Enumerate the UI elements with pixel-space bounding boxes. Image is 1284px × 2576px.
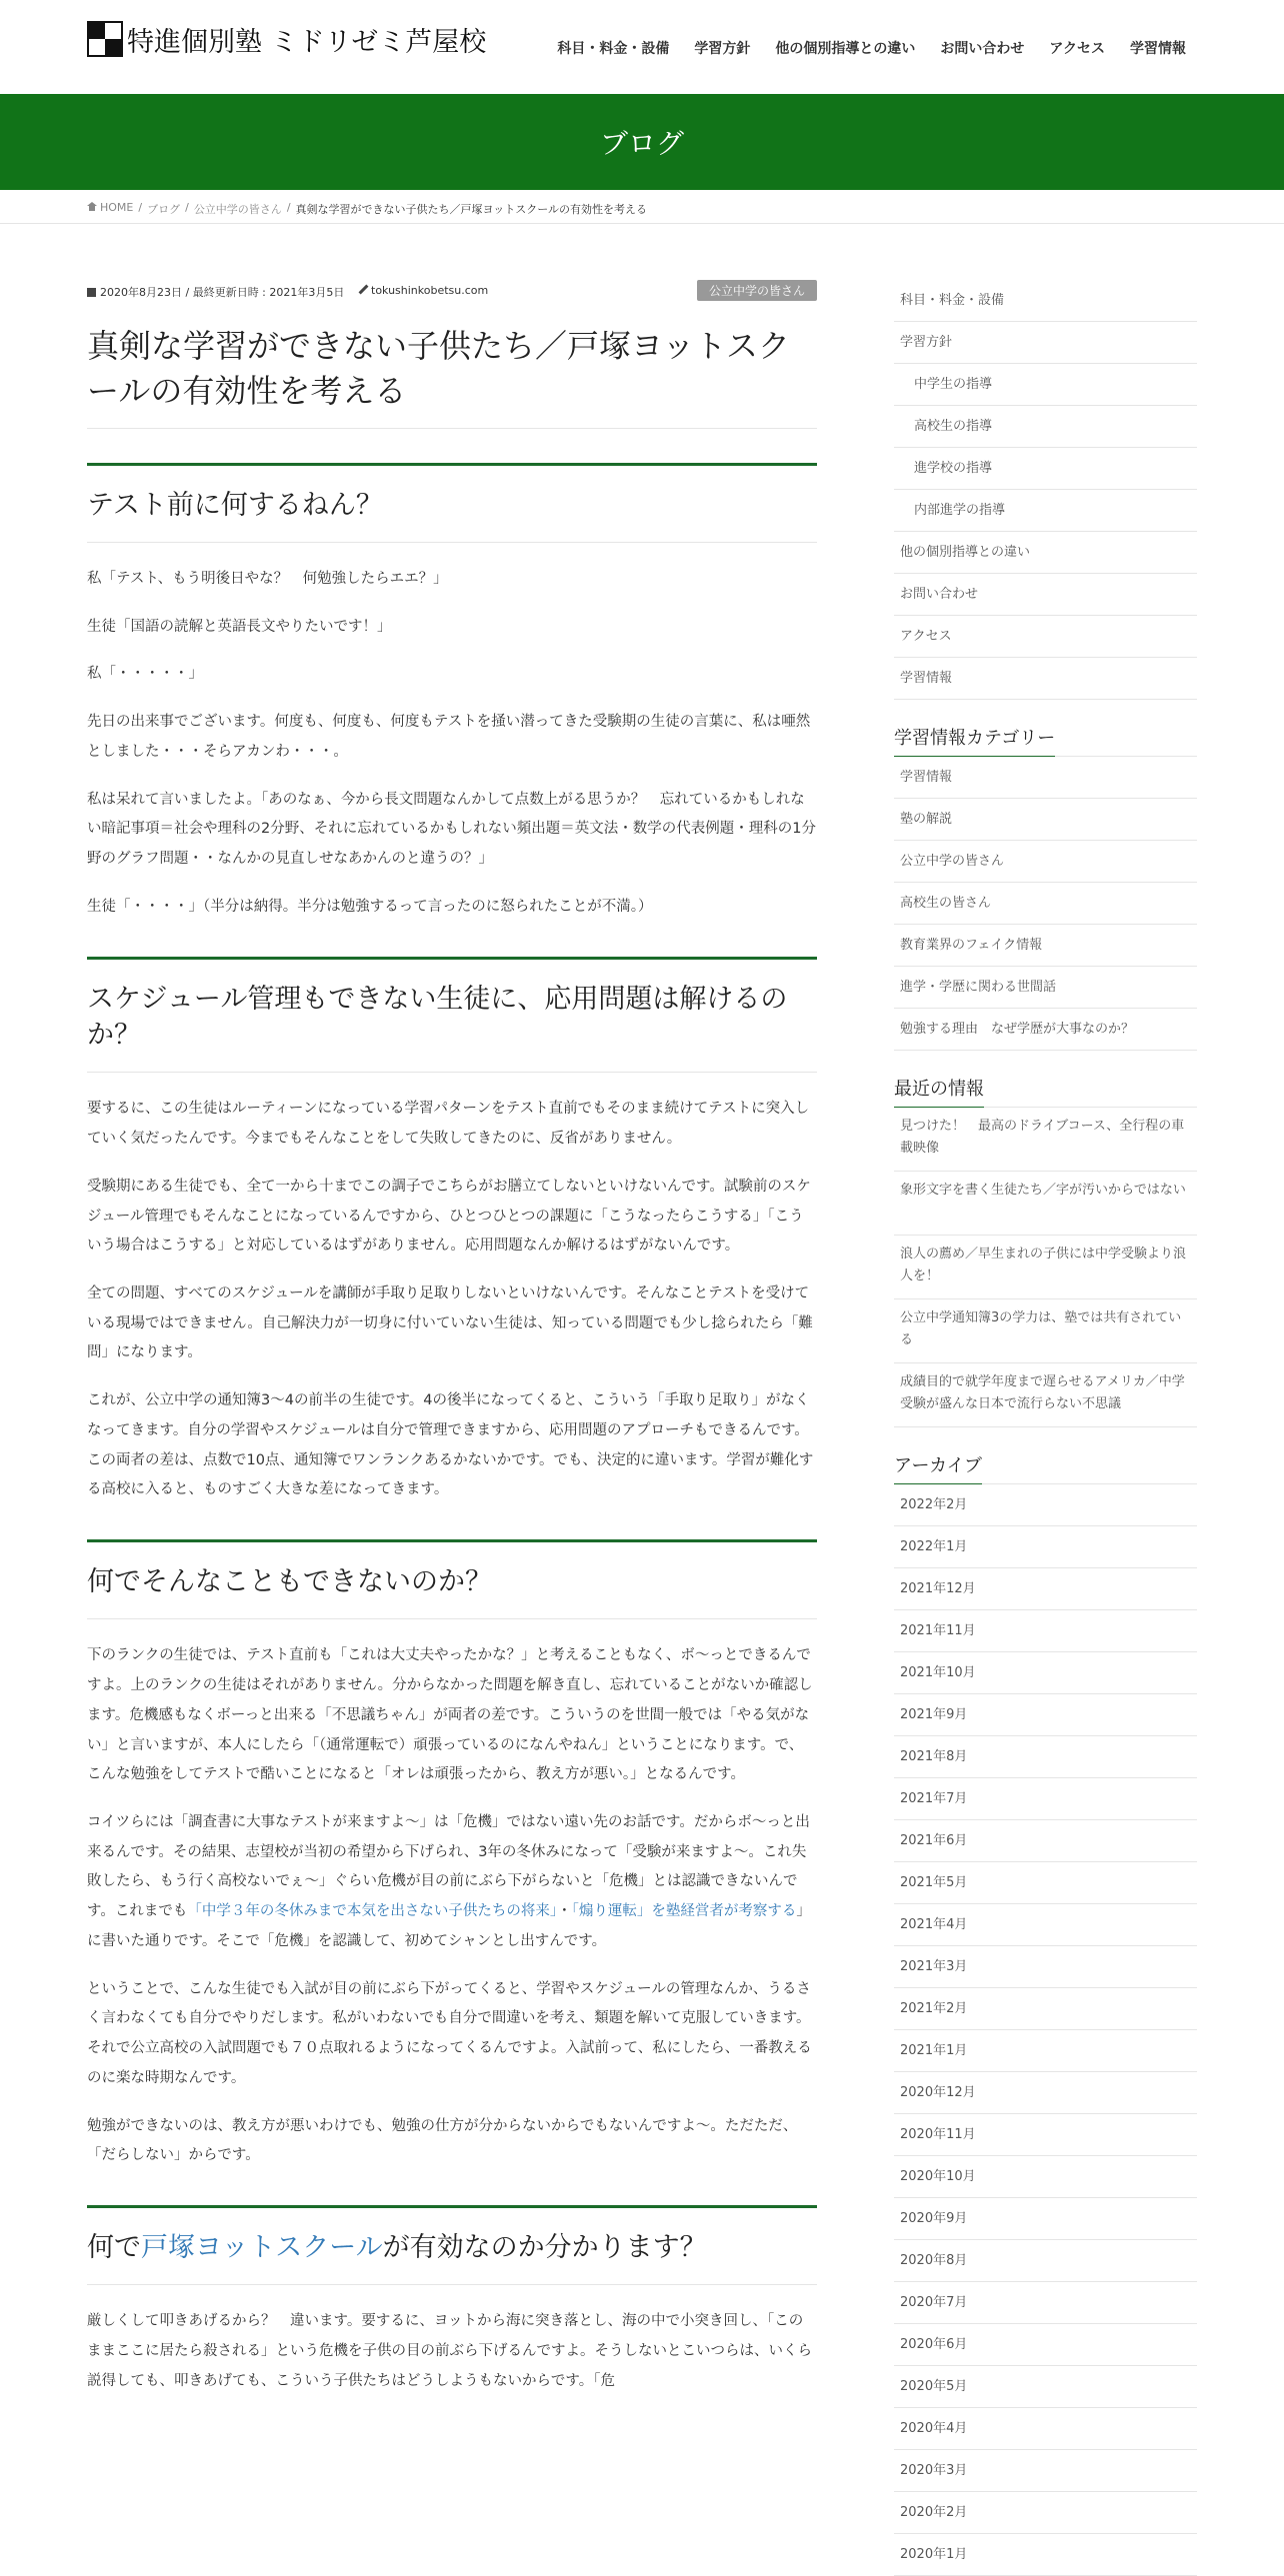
sidebar-menu-item[interactable]: アクセス (894, 616, 1197, 658)
heading-link-totsuka[interactable]: 戸塚ヨットスクール (141, 2231, 383, 2263)
nav-item-contact[interactable]: お問い合わせ (940, 41, 1025, 57)
archive-item[interactable]: 2021年10月 (894, 1652, 1197, 1694)
archive-item[interactable]: 2020年8月 (894, 2240, 1197, 2282)
home-icon (87, 202, 97, 211)
calendar-icon (87, 288, 96, 297)
category-list (894, 757, 1197, 1051)
recent-post-item[interactable]: 象形文字を書く生徒たち／字が汚いからではない (894, 1172, 1197, 1236)
archive-item[interactable]: 2020年5月 (894, 2366, 1197, 2408)
breadcrumb-home-label: HOME (100, 201, 134, 214)
paragraph-text: 」に書いた通りです。そこで「危機」を認識して、初めてシャンとし出すんです。 (87, 1903, 811, 1949)
page-header-title: ブログ (599, 127, 684, 160)
recent-post-item[interactable]: 成績目的で就学年度まで遅らせるアメリカ／中学受験が盛んな日本で流行らない不思議 (894, 1363, 1197, 1427)
category-item[interactable]: 学習情報 (894, 757, 1197, 799)
article-link-aori-unten[interactable]: 「煽り運転」を塾経営者が考察する (571, 1903, 797, 1920)
site-header (0, 0, 1284, 94)
archive-item[interactable]: 2020年12月 (894, 2072, 1197, 2114)
recent-posts-title (894, 1075, 1197, 1108)
paragraph: 全ての問題、すべてのスケジュールを講師が手取り足取りしないといけないんです。そんなことテストを受けている現場ではできません。自己解決力が一切身に付いていない生徒は、知っている問題でも少し捻られたら「難問」になります。 (87, 1285, 813, 1361)
entry-meta (87, 280, 817, 300)
entry-author (362, 284, 488, 297)
breadcrumb-current: 真剣な学習ができない子供たち／戸塚ヨットスクールの有効性を考える (295, 203, 647, 216)
sidebar (894, 280, 1197, 2576)
archive-item[interactable]: 2020年7月 (894, 2282, 1197, 2324)
archive-item[interactable]: 2020年1月 (894, 2534, 1197, 2576)
global-nav (532, 38, 1186, 58)
recent-post-item[interactable]: 見つけた！ 最高のドライブコース、全行程の車載映像 (894, 1108, 1197, 1172)
page-header-band (0, 94, 1284, 190)
paragraph: 生徒「・・・・」（半分は納得。半分は勉強するって言ったのに怒られたことが不満。） (87, 898, 653, 915)
site-logo[interactable] (87, 21, 486, 57)
archive-item[interactable]: 2020年10月 (894, 2156, 1197, 2198)
entry-author-text: tokushinkobetsu.com (371, 284, 489, 297)
archive-item[interactable]: 2021年4月 (894, 1904, 1197, 1946)
logo-text: 特進個別塾 ミドリゼミ芦屋校 (127, 26, 487, 58)
section-heading-1: テスト前に何するねん？ (87, 463, 817, 543)
categories-title-text: 学習情報カテゴリー (894, 724, 1055, 757)
paragraph: 要するに、この生徒はルーティーンになっている学習パターンをテスト直前でもそのまま続けてテストに突入していく気だったんです。今までもそんなことをして失敗してきたのに、反省がありません。 (87, 1101, 810, 1148)
paragraph-text: コイツらには「調査書に大事なテストが来ますよ～」は「危機」ではない遠い先のお話です。だからボ～っと出来るんです。その結果、志望校が当初の希望から下げられ、3年の冬休みになって「受験が来ますよ～。これ失敗したら、もう行く高校ないでぇ～」ぐらい危機が目の前にぶら下がらないと「危機」とは認識できないんです。これまでも (87, 1814, 810, 1920)
nav-item-access[interactable]: アクセス (1049, 41, 1105, 57)
categories-title (894, 724, 1197, 757)
recent-post-item[interactable]: 公立中学通知簿3の学力は、塾では共有されている (894, 1299, 1197, 1363)
recent-posts-title-text: 最近の情報 (894, 1075, 984, 1108)
sidebar-menu (894, 280, 1197, 700)
archive-item[interactable]: 2021年1月 (894, 2030, 1197, 2072)
heading-text: 何で (87, 2231, 141, 2263)
paragraph: 受験期にある生徒でも、全て一から十までこの調子でこちらがお膳立てしないといけないんです。試験前のスケジュール管理でもそんなことになっているんですから、ひとつひとつの課題に「こうなったらこうする」「こういう場合はこうする」と対応しているはずがありません。応用問題なんか解けるはずがないんです。 (87, 1178, 811, 1255)
archive-item[interactable]: 2021年3月 (894, 1946, 1197, 1988)
archive-item[interactable]: 2020年2月 (894, 2492, 1197, 2534)
heading-text: が有効なのか分かります？ (382, 2231, 707, 2263)
sidebar-menu-item[interactable]: 学習情報 (894, 658, 1197, 700)
breadcrumb-separator: / (185, 201, 189, 214)
archive-item[interactable]: 2022年2月 (894, 1484, 1197, 1526)
archive-item[interactable]: 2020年3月 (894, 2450, 1197, 2492)
entry-date-text: 2020年8月23日 / 最終更新日時 : 2021年3月5日 (100, 286, 345, 299)
archive-item[interactable]: 2021年5月 (894, 1862, 1197, 1904)
sidebar-submenu-item[interactable]: 進学校の指導 (894, 448, 1197, 490)
nav-item-difference[interactable]: 他の個別指導との違い (775, 41, 916, 57)
archive-title-text: アーカイブ (894, 1451, 982, 1484)
paragraph: 先日の出来事でございます。何度も、何度も、何度もテストを掻い潜ってきた受験期の生徒の言葉に、私は唖然としました・・・そらアカンわ・・・。 (87, 714, 811, 760)
category-item[interactable]: 教育業界のフェイク情報 (894, 925, 1197, 967)
paragraph: 私は呆れて言いましたよ。「あのなぁ、今から長文問題なんかして点数上がる思うか？ 忘れているかもしれない暗記事項＝社会や理科の2分野、それに忘れているかもしれない頻出題＝英文法・数学の代表例題・理科の1分野のグラフ問題・・なんかの見直しせなあかんのと違うの？」 (87, 791, 816, 868)
breadcrumb-separator: / (286, 201, 291, 214)
archive-item[interactable]: 2021年7月 (894, 1778, 1197, 1820)
sidebar-menu-item[interactable]: 学習方針 (894, 322, 1197, 364)
archive-item[interactable]: 2020年11月 (894, 2114, 1197, 2156)
archive-item[interactable]: 2021年6月 (894, 1820, 1197, 1862)
archive-item[interactable]: 2020年4月 (894, 2408, 1197, 2450)
paragraph: これが、公立中学の通知簿3～4の前半の生徒です。4の後半になってくると、こういう「手取り足取り」がなくなってきます。自分の学習やスケジュールは自分で管理できますから、応用問題のアプローチもできるんです。この両者の差は、点数で10点、通知簿でワンランクあるかないかです。でも、決定的に違います。学習が難化する高校に入ると、ものすごく大きな差になってきます。 (87, 1392, 814, 1498)
breadcrumb-category[interactable]: 公立中学の皆さん (193, 203, 282, 216)
category-badge[interactable]: 公立中学の皆さん (697, 280, 817, 301)
paragraph: 生徒「国語の読解と英語長文やりたいです！」 (87, 618, 392, 635)
section-heading-2: スケジュール管理もできない生徒に、応用問題は解けるのか？ (87, 957, 817, 1074)
category-item[interactable]: 塾の解説 (894, 799, 1197, 841)
archive-item[interactable]: 2022年1月 (894, 1526, 1197, 1568)
paragraph: 勉強ができないのは、教え方が悪いわけでも、勉強の仕方が分からないからでもないんですよ～。ただただ、「だらしない」からです。 (87, 2117, 798, 2164)
breadcrumb (0, 190, 1284, 224)
sidebar-menu-item[interactable]: 他の個別指導との違い (894, 532, 1197, 574)
category-item[interactable]: 公立中学の皆さん (894, 841, 1197, 883)
breadcrumb-separator: / (138, 201, 143, 214)
logo-mark-icon (87, 21, 123, 57)
recent-post-item[interactable]: 浪人の薦め／早生まれの子供には中学受験より浪人を！ (894, 1236, 1197, 1299)
article-link-winter-break[interactable]: 「中学３年の冬休みまで本気を出さない子供たちの将来」 (187, 1903, 558, 1920)
paragraph: 下のランクの生徒では、テスト直前も「これは大丈夫やったかな？」と考えることもなく、ボ～っとできるんですよ。上のランクの生徒はそれがありません。分からなかった問題を解き直し、忘れていることがないか確認します。危機感もなくボーっと出来る「不思議ちゃん」が両者の差です。こういうのを世間一般では「やる気がない」と言いますが、本人にしたら「（通常運転で）頑張っているのになんやねん」ということになります。で、こんな勉強をしてテストで酷いことになると「オレは頑張ったから、教え方が悪い。」となるんです。 (87, 1647, 813, 1783)
archive-item[interactable]: 2021年11月 (894, 1610, 1197, 1652)
paragraph: 厳しくして叩きあげるから？ 違います。要するに、ヨットから海に突き落とし、海の中で小突き回し、「このままここに居たら殺される」という危機を子供の目の前ぶら下げるんですよ。そうしないとこいつらは、いくら説得しても、叩きあげても、こういう子供たちはどうしようもないからです。「危 (87, 2313, 812, 2389)
pencil-icon (359, 285, 369, 295)
archive-item[interactable]: 2021年2月 (894, 1988, 1197, 2030)
nav-item-subjects[interactable]: 科目・料金・設備 (557, 41, 670, 57)
entry-date (87, 284, 344, 300)
archive-item[interactable]: 2021年12月 (894, 1568, 1197, 1610)
breadcrumb-home[interactable] (87, 201, 133, 214)
section-heading-4 (87, 2205, 817, 2285)
paragraph: ということで、こんな生徒でも入試が目の前にぶら下がってくると、学習やスケジュールの管理なんか、うるさく言わなくても自分でやりだします。私がいわないでも自分で間違いを考え、類題を解いて克服していきます。それで公立高校の入試問題でも７０点取れるようになってくるんですよ。入試前って、私にしたら、一番教えるのに楽な時期なんです。 (87, 1980, 812, 2086)
article (87, 280, 817, 2397)
archive-title (894, 1451, 1197, 1484)
entry-title: 真剣な学習ができない子供たち／戸塚ヨットスクールの有効性を考える (87, 324, 817, 429)
nav-item-info[interactable]: 学習情報 (1130, 41, 1186, 57)
sidebar-menu-item[interactable]: お問い合わせ (894, 574, 1197, 616)
archive-list (894, 1484, 1197, 2576)
nav-item-policy[interactable]: 学習方針 (694, 41, 751, 57)
archive-item[interactable]: 2020年6月 (894, 2324, 1197, 2366)
category-item[interactable]: 進学・学歴に関わる世間話 (894, 967, 1197, 1009)
sidebar-submenu-item[interactable]: 中学生の指導 (894, 364, 1197, 406)
archive-item[interactable]: 2021年9月 (894, 1694, 1197, 1736)
paragraph: 私「・・・・・」 (87, 666, 203, 683)
paragraph: 私「テスト、もう明後日やな？ 何勉強したらエエ？」 (87, 571, 448, 588)
sidebar-submenu-item[interactable]: 内部進学の指導 (894, 490, 1197, 532)
sidebar-submenu-item[interactable]: 高校生の指導 (894, 406, 1197, 448)
category-item[interactable]: 高校生の皆さん (894, 883, 1197, 925)
recent-posts-list (894, 1108, 1197, 1427)
breadcrumb-blog[interactable]: ブログ (147, 203, 181, 216)
category-item[interactable]: 勉強する理由 なぜ学歴が大事なのか？ (894, 1009, 1197, 1051)
archive-item[interactable]: 2020年9月 (894, 2198, 1197, 2240)
paragraph: コイツらには「調査書に大事なテストが来ますよ～」は「危機」ではない遠い先のお話です。だからボ～っと出来るんです。その結果、志望校が当初の希望から下げられ、3年の冬休みになって「受験が来ますよ～。これ失敗したら、もう行く高校ないでぇ～」ぐらい危機が目の前にぶら下がらないと「危機」とは認識できないんです。これまでも「中学３年の冬休みまで本気を出さない子供たちの将来」・「煽り運転」を塾経営者が考察する」に書いた通りです。そこで「危機」を認識して、初めてシャンとし出すんです。 (87, 1814, 811, 1949)
section-heading-3: 何でそんなこともできないのか？ (87, 1539, 817, 1619)
sidebar-menu-item[interactable]: 科目・料金・設備 (894, 280, 1197, 322)
archive-item[interactable]: 2021年8月 (894, 1736, 1197, 1778)
